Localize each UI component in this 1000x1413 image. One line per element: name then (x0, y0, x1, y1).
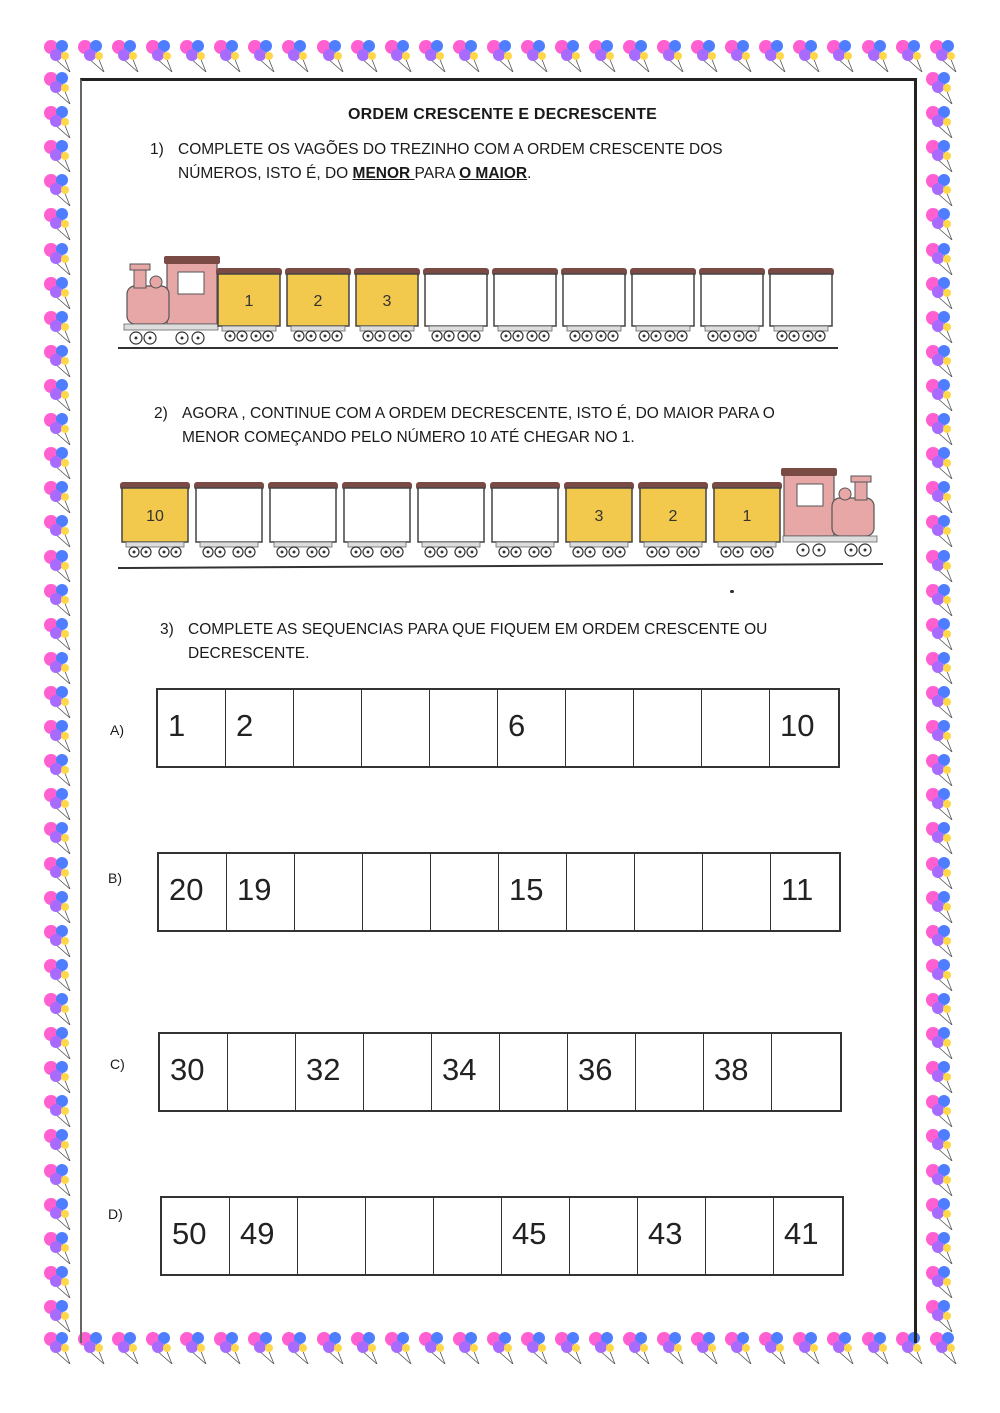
balloon-icon (922, 548, 956, 582)
balloon-icon (313, 38, 347, 72)
balloon-icon (40, 616, 74, 650)
balloon-icon (823, 38, 857, 72)
sequence-cell[interactable] (702, 690, 770, 766)
question-number: 1) (150, 141, 164, 158)
sequence-cell: 36 (568, 1034, 636, 1110)
balloon-icon (40, 1330, 74, 1364)
balloon-icon (922, 1162, 956, 1196)
balloon-icon (922, 309, 956, 343)
balloon-icon (922, 1127, 956, 1161)
wagon[interactable] (561, 268, 627, 331)
balloon-icon (922, 377, 956, 411)
wagon-wheels (294, 331, 342, 341)
wagon-wheels (432, 331, 480, 341)
wagon[interactable] (638, 482, 708, 547)
wagon[interactable] (194, 482, 264, 547)
wagon-wheels (639, 331, 687, 341)
sequence-cell[interactable] (363, 854, 431, 930)
wagon-wheels (570, 331, 618, 341)
wagon-wheels (501, 331, 549, 341)
wagon[interactable] (768, 268, 834, 331)
sequence-cell[interactable] (772, 1034, 840, 1110)
sequence-d-label: D) (108, 1206, 123, 1222)
balloon-icon (40, 786, 74, 820)
balloon-icon (789, 38, 823, 72)
smudge-mark (730, 590, 734, 593)
balloon-icon (922, 513, 956, 547)
balloon-icon (40, 923, 74, 957)
sequence-cell: 15 (499, 854, 567, 930)
sequence-cell: 32 (296, 1034, 364, 1110)
wagon-number: 3 (382, 293, 392, 310)
sequence-cell[interactable] (228, 1034, 296, 1110)
balloon-icon (40, 1298, 74, 1332)
balloon-icon (922, 104, 956, 138)
balloon-border-right (922, 70, 962, 1332)
balloon-icon (922, 1093, 956, 1127)
wagon-wheels (363, 331, 411, 341)
sequence-cell[interactable] (430, 690, 498, 766)
wagon[interactable] (342, 482, 412, 547)
sequence-cell[interactable] (364, 1034, 432, 1110)
balloon-icon (922, 1230, 956, 1264)
sequence-cell[interactable] (703, 854, 771, 930)
question-1 (150, 138, 723, 186)
balloon-icon (922, 411, 956, 445)
balloon-icon (40, 650, 74, 684)
wagon-wheels (647, 547, 699, 557)
balloon-icon (449, 38, 483, 72)
balloon-icon (922, 718, 956, 752)
balloon-icon (40, 70, 74, 104)
wagon-wheels (425, 547, 477, 557)
wagon[interactable] (285, 268, 351, 331)
balloon-icon (922, 343, 956, 377)
balloon-border-left (40, 70, 80, 1332)
balloon-icon (755, 38, 789, 72)
wagon[interactable] (492, 268, 558, 331)
sequence-cell[interactable] (434, 1198, 502, 1274)
question-3-line2: DECRESCENTE. (188, 645, 310, 662)
balloon-icon (922, 752, 956, 786)
balloon-icon (40, 104, 74, 138)
balloon-icon (40, 718, 74, 752)
balloon-icon (922, 650, 956, 684)
page-title: ORDEM CRESCENTE E DECRESCENTE (348, 106, 657, 123)
balloon-icon (40, 957, 74, 991)
balloon-icon (922, 1059, 956, 1093)
sequence-b-label: B) (108, 870, 122, 886)
wagon-number: 10 (146, 508, 164, 525)
balloon-icon (687, 38, 721, 72)
sequence-cell[interactable] (635, 854, 703, 930)
balloon-icon (922, 241, 956, 275)
wagon-wheels (351, 547, 403, 557)
sequence-cell: 38 (704, 1034, 772, 1110)
balloon-icon (922, 923, 956, 957)
balloon-icon (40, 206, 74, 240)
sequence-cell: 10 (780, 708, 815, 743)
wagon-wheels (777, 331, 825, 341)
sequence-cell: 11 (781, 872, 814, 907)
rail-track (118, 564, 883, 568)
sequence-cell: 19 (227, 854, 295, 930)
balloon-icon (922, 172, 956, 206)
sequence-cell[interactable] (500, 1034, 568, 1110)
balloon-icon (40, 1230, 74, 1264)
wagon-number: 2 (313, 293, 323, 310)
wagon-wheels (277, 547, 329, 557)
balloon-icon (40, 38, 74, 72)
balloon-icon (551, 38, 585, 72)
sequence-cell: 43 (638, 1198, 706, 1274)
balloon-icon (721, 38, 755, 72)
balloon-icon (40, 820, 74, 854)
wagon-wheels (573, 547, 625, 557)
balloon-icon (922, 582, 956, 616)
wagon-wheels (708, 331, 756, 341)
sequence-cell[interactable] (570, 1198, 638, 1274)
balloon-icon (483, 38, 517, 72)
balloon-icon (922, 70, 956, 104)
balloon-icon (922, 616, 956, 650)
balloon-icon (40, 1264, 74, 1298)
question-number: 2) (154, 405, 168, 422)
sequence-cell: 2 (226, 690, 294, 766)
sequence-cell[interactable] (634, 690, 702, 766)
sequence-cell: 20 (159, 854, 227, 930)
sequence-c (158, 1032, 842, 1112)
balloon-icon (40, 1059, 74, 1093)
question-2-line1: AGORA , CONTINUE COM A ORDEM DECRESCENTE, ISTO É, DO MAIOR PARA O (182, 405, 775, 422)
wagon-number: 1 (742, 508, 752, 525)
wagon[interactable] (699, 268, 765, 331)
balloon-icon (926, 38, 960, 72)
question-2 (154, 402, 775, 450)
sequence-cell: 49 (230, 1198, 298, 1274)
sequence-a-label: A) (110, 722, 124, 738)
balloon-icon (415, 38, 449, 72)
balloon-icon (40, 1127, 74, 1161)
ascending-train (118, 250, 843, 355)
sequence-d (160, 1196, 844, 1276)
wagon-number: 3 (594, 508, 604, 525)
sequence-b (157, 852, 841, 932)
balloon-icon (40, 1162, 74, 1196)
wagon[interactable] (630, 268, 696, 331)
sequence-cell[interactable] (566, 690, 634, 766)
wagon[interactable] (564, 482, 634, 547)
balloon-icon (108, 38, 142, 72)
sequence-cell[interactable] (706, 1198, 774, 1274)
balloon-icon (40, 991, 74, 1025)
balloon-icon (40, 241, 74, 275)
balloon-icon (40, 684, 74, 718)
locomotive (781, 468, 877, 556)
descending-train (118, 462, 888, 572)
balloon-icon (347, 38, 381, 72)
balloon-icon (40, 855, 74, 889)
sequence-cell[interactable] (294, 690, 362, 766)
balloon-icon (922, 889, 956, 923)
wagon-wheels (721, 547, 773, 557)
sequence-cell[interactable] (567, 854, 635, 930)
question-2-line2: MENOR COMEÇANDO PELO NÚMERO 10 ATÉ CHEGAR NO 1. (182, 429, 635, 446)
sequence-cell: 41 (784, 1216, 819, 1251)
wagon-wheels (129, 547, 181, 557)
balloon-icon (40, 1025, 74, 1059)
balloon-icon (40, 752, 74, 786)
balloon-icon (210, 38, 244, 72)
sequence-cell: 34 (432, 1034, 500, 1110)
wagon-number: 1 (244, 293, 254, 310)
balloon-icon (40, 275, 74, 309)
balloon-icon (922, 855, 956, 889)
balloon-icon (40, 445, 74, 479)
balloon-icon (40, 479, 74, 513)
sequence-cell: 30 (160, 1034, 228, 1110)
balloon-icon (74, 38, 108, 72)
wagon[interactable] (490, 482, 560, 547)
balloon-icon (40, 513, 74, 547)
sequence-cell[interactable] (431, 854, 499, 930)
locomotive (124, 256, 220, 344)
balloon-icon (40, 343, 74, 377)
balloon-icon (922, 684, 956, 718)
wagon-wheels (225, 331, 273, 341)
balloon-icon (40, 377, 74, 411)
sequence-a (156, 688, 840, 768)
sequence-cell[interactable] (298, 1198, 366, 1274)
balloon-icon (381, 38, 415, 72)
balloon-icon (619, 38, 653, 72)
balloon-icon (922, 1298, 956, 1332)
balloon-icon (40, 548, 74, 582)
sequence-c-label: C) (110, 1056, 125, 1072)
balloon-border-top (40, 38, 960, 78)
sequence-cell: 1 (158, 690, 226, 766)
question-3 (160, 618, 768, 666)
question-1-line1: COMPLETE OS VAGÕES DO TREZINHO COM A ORDEM CRESCENTE DOS (178, 141, 723, 158)
balloon-icon (858, 38, 892, 72)
sequence-cell: 6 (498, 690, 566, 766)
balloon-icon (922, 786, 956, 820)
balloon-icon (922, 479, 956, 513)
sequence-cell: 50 (162, 1198, 230, 1274)
balloon-icon (40, 411, 74, 445)
wagon[interactable] (268, 482, 338, 547)
balloon-icon (892, 38, 926, 72)
question-1-line2: NÚMEROS, ISTO É, DO MENOR PARA O MAIOR. (178, 165, 532, 182)
question-number: 3) (160, 621, 174, 638)
sequence-cell: 45 (502, 1198, 570, 1274)
balloon-icon (922, 1196, 956, 1230)
balloon-icon (922, 991, 956, 1025)
sequence-cell[interactable] (295, 854, 363, 930)
balloon-icon (40, 1196, 74, 1230)
balloon-icon (922, 206, 956, 240)
balloon-icon (244, 38, 278, 72)
balloon-icon (517, 38, 551, 72)
wagon[interactable] (712, 482, 782, 547)
balloon-icon (922, 957, 956, 991)
wagon[interactable] (120, 482, 190, 547)
sequence-cell[interactable] (362, 690, 430, 766)
balloon-icon (40, 582, 74, 616)
balloon-icon (922, 138, 956, 172)
wagon[interactable] (423, 268, 489, 331)
balloon-icon (922, 275, 956, 309)
balloon-icon (40, 1093, 74, 1127)
wagon-number: 2 (668, 508, 678, 525)
wagon[interactable] (416, 482, 486, 547)
sequence-cell[interactable] (636, 1034, 704, 1110)
wagon-wheels (203, 547, 255, 557)
balloon-icon (653, 38, 687, 72)
balloon-icon (922, 820, 956, 854)
balloon-icon (40, 309, 74, 343)
balloon-icon (585, 38, 619, 72)
question-3-line1: COMPLETE AS SEQUENCIAS PARA QUE FIQUEM EM ORDEM CRESCENTE OU (188, 621, 768, 638)
balloon-icon (926, 1330, 960, 1364)
balloon-icon (40, 138, 74, 172)
sequence-cell[interactable] (366, 1198, 434, 1274)
wagon[interactable] (354, 268, 420, 331)
wagon[interactable] (216, 268, 282, 331)
balloon-icon (922, 1264, 956, 1298)
balloon-icon (922, 1025, 956, 1059)
balloon-icon (142, 38, 176, 72)
balloon-icon (176, 38, 210, 72)
balloon-icon (922, 445, 956, 479)
wagon-wheels (499, 547, 551, 557)
balloon-icon (278, 38, 312, 72)
balloon-icon (40, 889, 74, 923)
balloon-icon (40, 172, 74, 206)
